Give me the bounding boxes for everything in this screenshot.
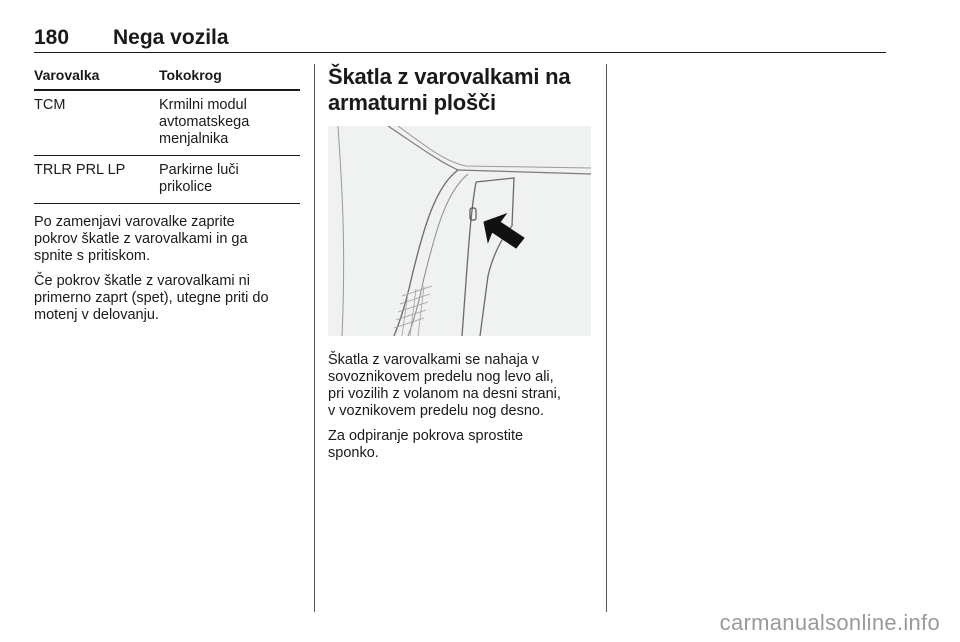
circuit-line: Krmilni modul — [159, 97, 247, 113]
left-column — [34, 64, 300, 324]
circuit-line: prikolice — [159, 179, 213, 195]
title-line: Škatla z varovalkami na — [328, 64, 571, 89]
text-line: Za odpiranje pokrova sprostite — [328, 428, 524, 444]
paragraph-closing-cover — [34, 214, 300, 265]
circuit-cell — [159, 156, 300, 204]
text-line: pri vozilih z volanom na desni strani, — [328, 386, 561, 402]
watermark: carmanualsonline.info — [719, 610, 940, 635]
fuse-cell: TRLR PRL LP — [34, 156, 159, 204]
circuit-line: avtomatskega — [159, 114, 250, 130]
column-divider-right — [606, 64, 607, 612]
text-line: sponko. — [328, 445, 379, 461]
circuit-line: Parkirne luči — [159, 162, 239, 178]
title-line: armaturni plošči — [328, 90, 496, 115]
page-header — [34, 26, 886, 53]
paragraph-malfunction-warning — [34, 273, 300, 324]
text-line: Škatla z varovalkami se nahaja v — [328, 352, 540, 368]
table-row — [34, 156, 300, 204]
dashboard-drawing — [328, 126, 591, 336]
middle-column — [328, 64, 596, 462]
column-divider-left — [314, 64, 315, 612]
chapter-title: Nega vozila — [113, 26, 229, 49]
text-line: v voznikovem predelu nog desno. — [328, 403, 545, 419]
text-line: Če pokrov škatle z varovalkami ni — [34, 273, 250, 289]
text-line: Po zamenjavi varovalke zaprite — [34, 214, 235, 230]
text-line: primerno zaprt (spet), utegne priti do — [34, 290, 269, 306]
fuse-cell: TCM — [34, 90, 159, 156]
column-header-fuse: Varovalka — [34, 64, 159, 90]
circuit-line: menjalnika — [159, 131, 229, 147]
table-header-row — [34, 64, 300, 90]
text-line: motenj v delovanju. — [34, 307, 159, 323]
column-header-circuit: Tokokrog — [159, 64, 300, 90]
section-title — [328, 64, 596, 116]
text-line: spnite s pritiskom. — [34, 248, 151, 264]
text-line: sovoznikovem predelu nog levo ali, — [328, 369, 554, 385]
circuit-cell — [159, 90, 300, 156]
fuse-table — [34, 64, 300, 204]
paragraph-open-cover — [328, 428, 596, 462]
paragraph-fuse-box-location — [328, 352, 596, 420]
table-row — [34, 90, 300, 156]
fuse-box-location-illustration — [328, 126, 591, 336]
page-number: 180 — [34, 26, 70, 49]
text-line: pokrov škatle z varovalkami in ga — [34, 231, 248, 247]
